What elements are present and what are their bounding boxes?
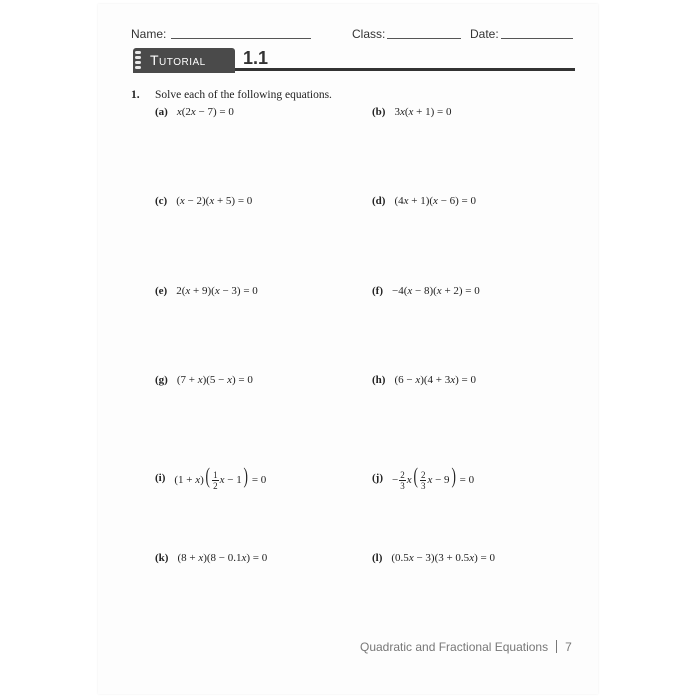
date-line[interactable] [501,38,573,39]
item-d-label: (d) [372,195,386,207]
equation-c: (x − 2)(x + 5) = 0 [176,195,253,207]
equation-a: x(2x − 7) = 0 [176,106,234,118]
class-line[interactable] [387,38,461,39]
item-e [155,285,258,297]
item-f-label: (f) [372,285,383,297]
banner-box [133,48,235,73]
question-text: Solve each of the following equations. [155,89,332,101]
page-number: 7 [565,640,572,654]
item-k-label: (k) [155,552,169,564]
equation-h: (6 − x)(4 + 3x) = 0 [394,374,477,386]
equation-k: (8 + x)(8 − 0.1x) = 0 [177,552,268,564]
item-c-label: (c) [155,195,168,207]
question-number: 1. [131,89,140,101]
equation-i: (1 + x)( $\frac{1}{2}$ x − 1) = 0 [174,463,267,491]
item-i-label: (i) [155,472,166,485]
equation-b: 3x(x + 1) = 0 [394,106,452,118]
item-d [372,195,476,207]
tutorial-number: 1.1 [243,48,269,68]
tutorial-banner [133,48,575,74]
item-c [155,195,252,207]
name-label: Name: [131,27,167,41]
footer-separator [556,640,557,653]
equation-j: − $\frac{2}{3}$ x( $\frac{2}{3}$ x − 9) = 0 [392,463,475,491]
item-h-label: (h) [372,374,386,386]
item-b-label: (b) [372,106,386,118]
item-j-label: (j) [372,472,383,485]
item-e-label: (e) [155,285,168,297]
class-label: Class: [352,27,386,41]
item-k [155,552,267,564]
tutorial-word: Tutorial [150,52,206,68]
item-j [372,463,475,491]
item-i [155,463,267,491]
item-a-label: (a) [155,106,168,118]
item-l-label: (l) [372,552,383,564]
item-h [372,374,476,386]
name-line[interactable] [171,38,311,39]
header-fields [131,26,575,44]
item-b [372,106,451,118]
equation-l: (0.5x − 3)(3 + 0.5x) = 0 [391,552,495,564]
item-g-label: (g) [155,374,168,386]
equation-d: (4x + 1)(x − 6) = 0 [394,195,477,207]
spiral-binding-icon [135,51,141,70]
date-label: Date: [470,27,499,41]
equation-f: −4(x − 8)(x + 2) = 0 [392,285,480,297]
item-l [372,552,495,564]
page-footer [360,640,572,654]
item-f [372,285,480,297]
equation-g: (7 + x)(5 − x) = 0 [176,374,253,386]
chapter-title: Quadratic and Fractional Equations [360,640,549,654]
item-a [155,106,234,118]
item-g [155,374,253,386]
equation-e: 2(x + 9)(x − 3) = 0 [176,285,258,297]
